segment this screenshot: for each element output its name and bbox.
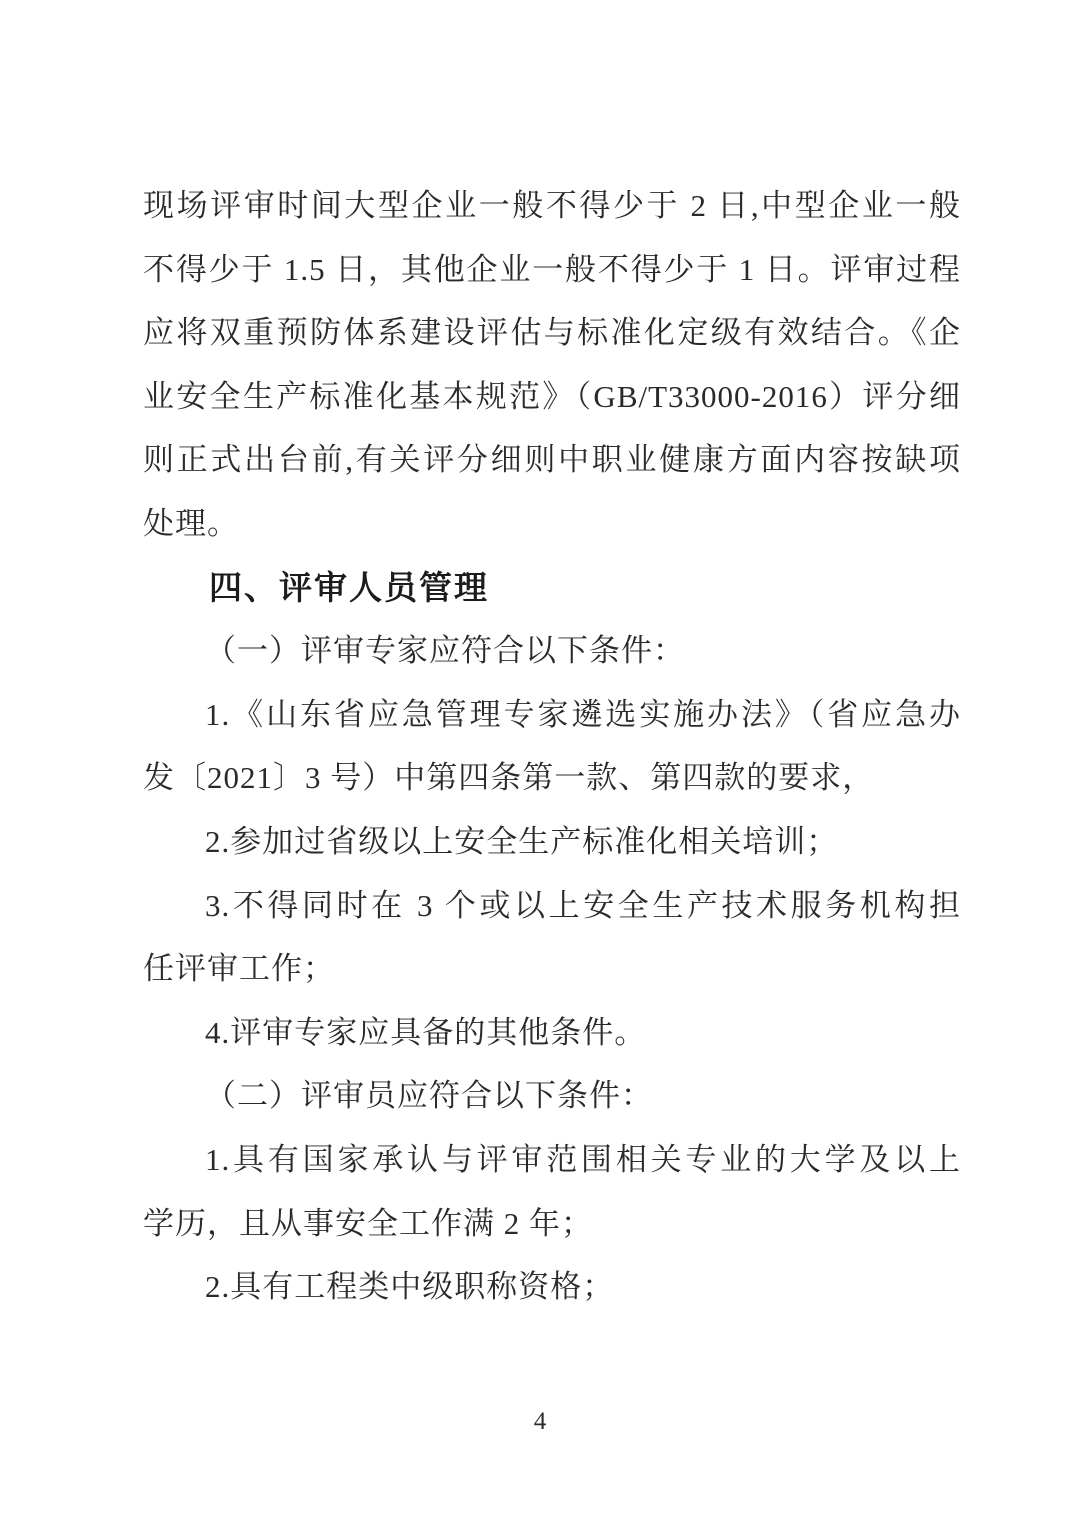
text-line: 1.《山东省应急管理专家遴选实施办法》（省应急办: [205, 696, 961, 732]
text-line: 2.参加过省级以上安全生产标准化相关培训；: [205, 823, 839, 859]
text-line: （一）评审专家应符合以下条件：: [205, 633, 685, 669]
text-line: （二）评审员应符合以下条件：: [205, 1078, 653, 1114]
text-line: 2.具有工程类中级职称资格；: [205, 1269, 615, 1305]
text-line: 不得少于 1.5 日，其他企业一般不得少于 1 日。评审过程: [143, 251, 961, 287]
section-heading: 四、评审人员管理: [209, 568, 489, 606]
text-line: 1.具有国家承认与评审范围相关专业的大学及以上: [205, 1141, 961, 1177]
text-line: 现场评审时间大型企业一般不得少于 2 日,中型企业一般: [143, 188, 961, 223]
text-line: 发〔2021〕3 号）中第四条第一款、第四款的要求，: [143, 760, 875, 796]
text-line: 应将双重预防体系建设评估与标准化定级有效结合。《企: [143, 315, 961, 351]
text-line: 处理。: [143, 505, 239, 541]
text-line: 业安全生产标准化基本规范》（GB/T33000-2016）评分细: [143, 378, 961, 414]
document-body: [143, 174, 961, 1319]
text-line: 则正式出台前,有关评分细则中职业健康方面内容按缺项: [143, 442, 961, 478]
text-line: 4.评审专家应具备的其他条件。: [205, 1014, 647, 1050]
text-line: 任评审工作；: [143, 951, 335, 987]
text-line: 3.不得同时在 3 个或以上安全生产技术服务机构担: [205, 887, 961, 923]
page-number: 4: [533, 1408, 547, 1435]
text-line: 学历，且从事安全工作满 2 年；: [143, 1205, 593, 1241]
